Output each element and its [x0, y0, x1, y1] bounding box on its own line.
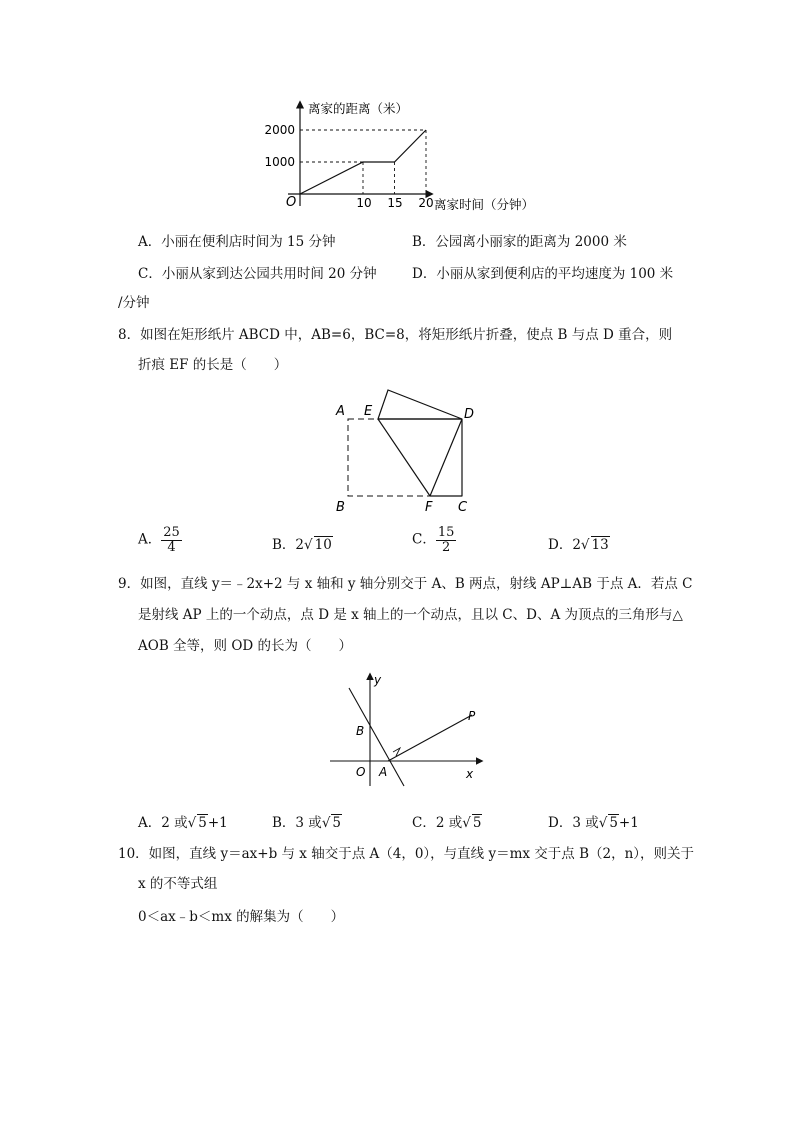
label-o: O	[356, 765, 366, 779]
sqrt-icon: √	[304, 537, 313, 553]
y-axis-label: 离家的距离（米）	[308, 101, 409, 116]
label-a: A	[379, 765, 388, 779]
radicand: 5	[472, 815, 482, 831]
x-tick-15: 15	[387, 196, 403, 210]
q7-option-d-cont: /分钟	[118, 295, 150, 311]
x-axis-label: 离家时间（分钟）	[434, 197, 535, 212]
segment-fd	[430, 419, 462, 496]
label-f: F	[425, 500, 433, 515]
denominator: 4	[167, 539, 176, 555]
numerator: 15	[437, 525, 455, 540]
numerator: 25	[163, 525, 180, 540]
q9-option-c	[412, 811, 482, 831]
option-prefix: C．	[412, 531, 436, 548]
radicand: 5	[198, 815, 207, 831]
q10-stem-line1: 10．如图，直线 y＝ax+b 与 x 轴交于点 A（4，0），与直线 y＝mx 交于点 B（2，n），则关于	[118, 846, 695, 862]
distance-time-chart	[260, 96, 560, 218]
label-c: C	[458, 500, 468, 515]
option-prefix: A．2 或	[138, 815, 188, 831]
sqrt-icon: √	[580, 537, 590, 553]
q8-option-a	[138, 526, 182, 554]
label-e: E	[364, 404, 373, 419]
radicand: 10	[314, 537, 332, 553]
option-prefix: C．2 或	[412, 815, 463, 831]
q8-option-d	[548, 533, 610, 553]
label-x: x	[466, 767, 474, 781]
label-a: A	[336, 404, 345, 419]
radicand: 5	[609, 815, 618, 831]
x-tick-20: 20	[418, 196, 434, 210]
q7-option-a: A．小丽在便利店时间为 15 分钟	[138, 234, 336, 250]
sqrt-icon: √	[598, 815, 608, 831]
rectangle-abcd	[348, 419, 462, 496]
label-y: y	[374, 673, 382, 687]
sqrt-icon: √	[187, 815, 197, 831]
q9-option-a	[138, 811, 228, 831]
option-prefix: B．2	[272, 537, 305, 553]
folded-flap	[378, 390, 462, 419]
sqrt-icon: √	[462, 815, 471, 831]
q9-stem-line1: 9．如图，直线 y＝﹣2x+2 与 x 轴和 y 轴分别交于 A、B 两点，射线 AP⊥AB 于点 A．若点 C	[118, 576, 693, 592]
y-tick-2000: 2000	[264, 123, 295, 137]
ray-ap	[388, 715, 472, 761]
option-prefix: A．	[138, 531, 162, 548]
label-d: D	[464, 407, 475, 422]
q7-option-c: C．小丽从家到达公园共用时间 20 分钟	[138, 266, 377, 282]
origin-label: O	[286, 195, 297, 210]
option-prefix: D．3 或	[548, 815, 599, 831]
label-b: B	[336, 500, 345, 515]
denominator: 2	[441, 539, 451, 555]
radicand: 5	[332, 815, 342, 831]
fraction	[161, 526, 182, 554]
q9-option-d	[548, 811, 639, 831]
q9-coordinate-figure	[326, 668, 492, 790]
q8-stem-line1: 8．如图在矩形纸片 ABCD 中，AB=6，BC=8，将矩形纸片折叠，使点 B 与点 D 重合，则	[118, 327, 673, 343]
y-tick-1000: 1000	[264, 155, 295, 169]
option-prefix: B．3 或	[272, 815, 322, 831]
q9-option-b	[272, 811, 342, 831]
option-prefix: D．2	[548, 537, 581, 553]
radicand: 13	[591, 537, 609, 553]
option-suffix: +1	[618, 815, 639, 831]
x-tick-10: 10	[356, 196, 372, 210]
q9-stem-line2: 是射线 AP 上的一个动点，点 D 是 x 轴上的一个动点，且以 C、D、A 为顶点的三角形与△	[138, 607, 683, 623]
q8-rectangle-fold-figure	[330, 382, 480, 518]
q9-stem-line3: AOB 全等，则 OD 的长为（ ）	[138, 638, 353, 654]
q7-option-d: D．小丽从家到便利店的平均速度为 100 米	[412, 266, 674, 282]
q10-stem-line3: 0＜ax﹣b＜mx 的解集为（ ）	[138, 909, 345, 925]
q7-option-b: B．公园离小丽家的距离为 2000 米	[412, 234, 627, 250]
label-b: B	[356, 724, 365, 738]
sqrt-icon: √	[321, 815, 331, 831]
option-suffix: +1	[207, 815, 228, 831]
q10-stem-line2: x 的不等式组	[138, 876, 218, 892]
label-p: P	[468, 709, 476, 723]
q8-option-c	[412, 526, 456, 554]
q8-option-b	[272, 533, 333, 553]
q8-stem-line2: 折痕 EF 的长是（ ）	[138, 357, 288, 373]
fraction	[436, 526, 457, 554]
crease-ef	[378, 419, 430, 496]
